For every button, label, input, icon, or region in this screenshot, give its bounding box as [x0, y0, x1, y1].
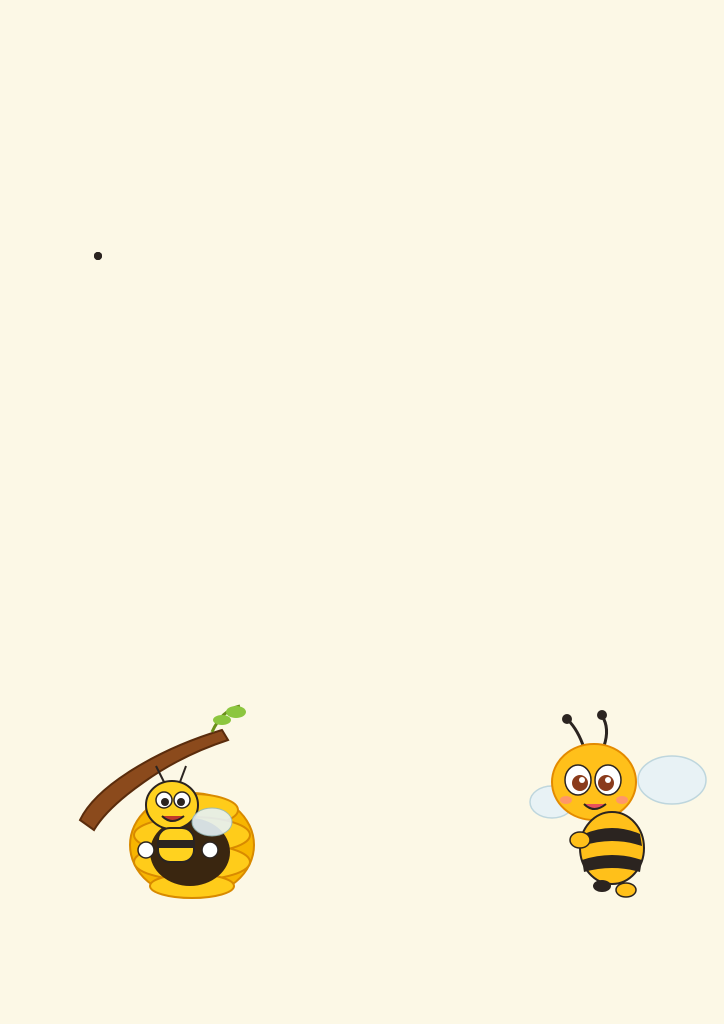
honeycomb-border — [0, 900, 724, 1024]
bee-in-hive-illustration — [72, 700, 262, 900]
honeycomb-top-left — [0, 0, 240, 130]
bullet-dot — [94, 252, 102, 260]
cartoon-bee-illustration — [522, 710, 712, 910]
